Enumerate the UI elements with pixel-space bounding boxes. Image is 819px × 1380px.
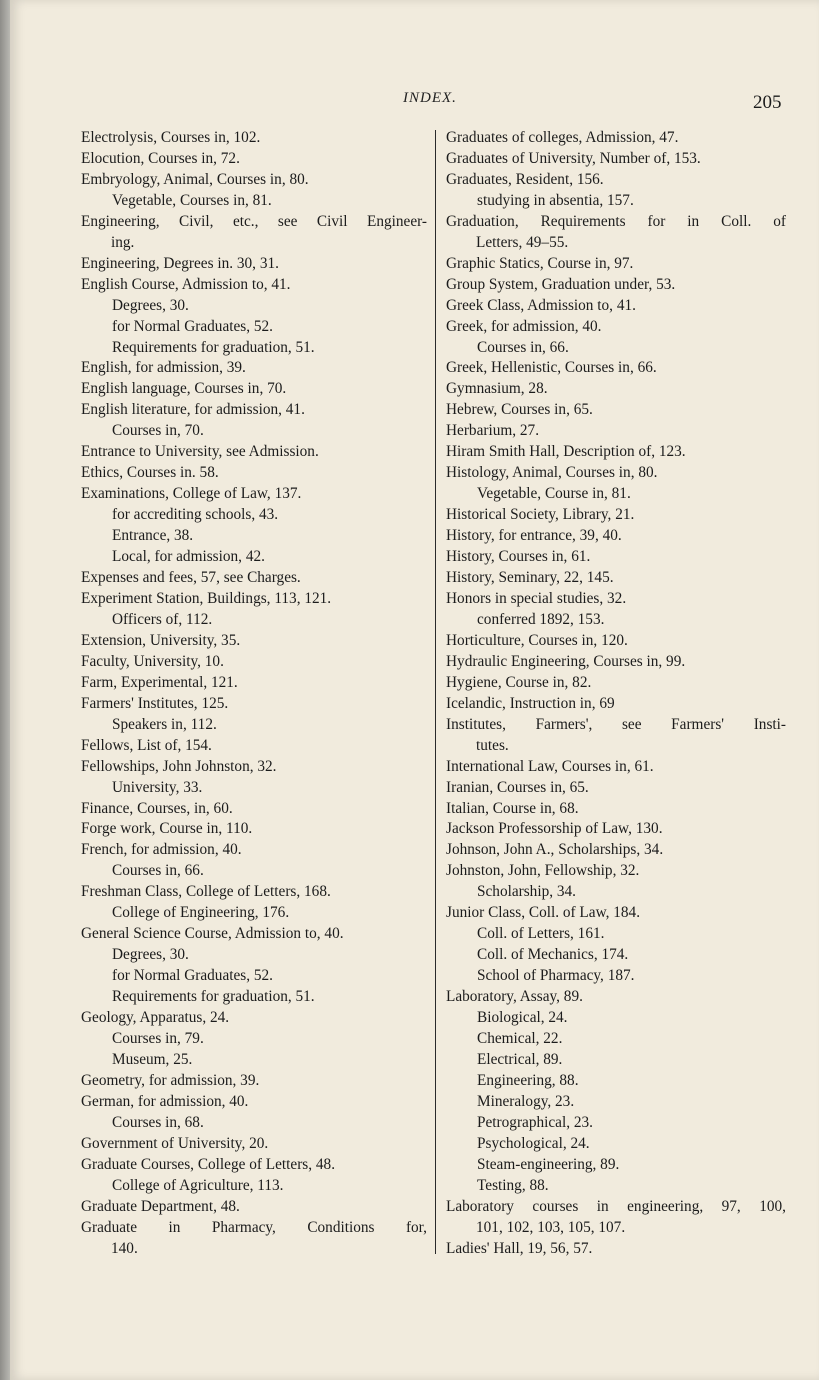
index-subentry: Museum, 25. — [112, 1050, 193, 1068]
index-entry: Graduate in Pharmacy, Conditions for, — [81, 1218, 427, 1236]
index-entry: Greek, for admission, 40. — [446, 317, 602, 335]
index-entry: Graduate Department, 48. — [81, 1197, 240, 1215]
index-column-right — [446, 128, 786, 1259]
index-entry: Historical Society, Library, 21. — [446, 506, 635, 524]
index-entry: Greek, Hellenistic, Courses in, 66. — [446, 359, 657, 377]
index-entry: History, for entrance, 39, 40. — [446, 527, 622, 545]
index-subentry: Courses in, 70. — [112, 422, 204, 440]
index-subentry: for Normal Graduates, 52. — [112, 967, 273, 985]
index-entry: Ladies' Hall, 19, 56, 57. — [446, 1239, 593, 1257]
index-entry: Hydraulic Engineering, Courses in, 99. — [446, 652, 686, 670]
index-entry: Forge work, Course in, 110. — [81, 820, 253, 838]
index-entry: Ethics, Courses in. 58. — [81, 464, 219, 482]
index-subentry: Vegetable, Course in, 81. — [477, 485, 631, 503]
index-entry: Icelandic, Instruction in, 69 — [446, 694, 615, 712]
index-entry: Graduates of colleges, Admission, 47. — [446, 129, 679, 146]
index-entry: German, for admission, 40. — [81, 1092, 249, 1110]
index-subentry: Degrees, 30. — [112, 946, 189, 964]
index-entry: Iranian, Courses in, 65. — [446, 778, 589, 796]
index-column-left — [81, 128, 427, 1259]
index-subentry: 140. — [111, 1239, 138, 1257]
index-subentry: Vegetable, Courses in, 81. — [112, 191, 272, 209]
index-entry: Histology, Animal, Courses in, 80. — [446, 464, 658, 482]
index-entry: Graduate Courses, College of Letters, 48. — [81, 1155, 336, 1173]
index-entry: Graduation, Requirements for in Coll. of — [446, 212, 786, 230]
index-subentry: Courses in, 68. — [112, 1113, 204, 1131]
index-entry: Engineering, Civil, etc., see Civil Engineer- — [81, 212, 427, 230]
index-entry: Farmers' Institutes, 125. — [81, 694, 229, 712]
index-subentry: Courses in, 66. — [477, 338, 569, 356]
index-subentry: for accrediting schools, 43. — [112, 506, 279, 524]
index-entry: Laboratory, Assay, 89. — [446, 988, 583, 1006]
index-entry: Italian, Course in, 68. — [446, 799, 579, 817]
index-entry: Jackson Professorship of Law, 130. — [446, 820, 663, 838]
index-entry: Fellows, List of, 154. — [81, 736, 212, 754]
running-header-title: INDEX. — [403, 90, 457, 106]
index-entry: Johnson, John A., Scholarships, 34. — [446, 841, 664, 859]
index-subentry: studying in absentia, 157. — [477, 191, 634, 209]
index-entry: Embryology, Animal, Courses in, 80. — [81, 170, 309, 188]
index-entry: Finance, Courses, in, 60. — [81, 799, 233, 817]
index-subentry: College of Agriculture, 113. — [112, 1176, 284, 1194]
index-entry: Experiment Station, Buildings, 113, 121. — [81, 589, 332, 607]
index-subentry: Psychological, 24. — [477, 1134, 590, 1152]
index-entry: Examinations, College of Law, 137. — [81, 485, 302, 503]
index-entry: Institutes, Farmers', see Farmers' Insti- — [446, 715, 786, 733]
column-divider — [435, 130, 436, 1254]
index-entry: Hygiene, Course in, 82. — [446, 673, 592, 691]
index-entry: Electrolysis, Courses in, 102. — [81, 129, 261, 146]
index-subentry: School of Pharmacy, 187. — [477, 967, 635, 985]
index-subentry: 101, 102, 103, 105, 107. — [476, 1218, 626, 1236]
page-number: 205 — [753, 92, 782, 113]
index-entry: Hebrew, Courses in, 65. — [446, 401, 593, 419]
index-entry: Herbarium, 27. — [446, 422, 540, 440]
book-spine-edge — [0, 0, 10, 1380]
index-subentry: College of Engineering, 176. — [112, 904, 290, 922]
index-subentry: Steam-engineering, 89. — [477, 1155, 620, 1173]
index-entry: Fellowships, John Johnston, 32. — [81, 757, 277, 775]
index-entry: Hiram Smith Hall, Description of, 123. — [446, 443, 686, 461]
index-subentry: Biological, 24. — [477, 1009, 568, 1027]
index-entry: English Course, Admission to, 41. — [81, 275, 291, 293]
index-subentry: Coll. of Mechanics, 174. — [477, 946, 629, 964]
index-subentry: University, 33. — [112, 778, 203, 796]
index-entry: Extension, University, 35. — [81, 631, 241, 649]
index-subentry: tutes. — [476, 736, 509, 754]
index-entry: Farm, Experimental, 121. — [81, 673, 238, 691]
index-entry: Johnston, John, Fellowship, 32. — [446, 862, 640, 880]
index-entry: Graduates, Resident, 156. — [446, 170, 604, 188]
index-subentry: Electrical, 89. — [477, 1050, 563, 1068]
index-entry: Laboratory courses in engineering, 97, 100, — [446, 1197, 786, 1215]
index-entry: Horticulture, Courses in, 120. — [446, 631, 628, 649]
index-subentry: Degrees, 30. — [112, 296, 189, 314]
index-entry: English, for admission, 39. — [81, 359, 246, 377]
index-entry: English literature, for admission, 41. — [81, 401, 305, 419]
index-subentry: Courses in, 79. — [112, 1029, 204, 1047]
index-subentry: Speakers in, 112. — [112, 715, 217, 733]
index-entry: Engineering, Degrees in. 30, 31. — [81, 254, 279, 272]
index-subentry: Courses in, 66. — [112, 862, 204, 880]
index-entry: French, for admission, 40. — [81, 841, 242, 859]
index-entry: Gymnasium, 28. — [446, 380, 548, 398]
index-subentry: Local, for admission, 42. — [112, 548, 265, 566]
index-entry: Graduates of University, Number of, 153. — [446, 149, 701, 167]
index-entry: Honors in special studies, 32. — [446, 589, 627, 607]
index-subentry: Scholarship, 34. — [477, 883, 576, 901]
index-entry: Freshman Class, College of Letters, 168. — [81, 883, 331, 901]
index-entry: Group System, Graduation under, 53. — [446, 275, 676, 293]
index-subentry: Officers of, 112. — [112, 610, 213, 628]
index-subentry: Requirements for graduation, 51. — [112, 338, 315, 356]
index-subentry: Petrographical, 23. — [477, 1113, 593, 1131]
index-subentry: Coll. of Letters, 161. — [477, 925, 605, 943]
index-subentry: Entrance, 38. — [112, 527, 194, 545]
index-entry: General Science Course, Admission to, 40. — [81, 925, 344, 943]
index-subentry: Testing, 88. — [477, 1176, 549, 1194]
index-subentry: Mineralogy, 23. — [477, 1092, 575, 1110]
index-entry: History, Seminary, 22, 145. — [446, 569, 614, 587]
index-subentry: ing. — [111, 233, 135, 251]
index-entry: Faculty, University, 10. — [81, 652, 224, 670]
index-entry: Geology, Apparatus, 24. — [81, 1009, 230, 1027]
index-entry: Entrance to University, see Admission. — [81, 443, 319, 461]
index-subentry: Engineering, 88. — [477, 1071, 579, 1089]
index-entry: Graphic Statics, Course in, 97. — [446, 254, 634, 272]
index-entry: Elocution, Courses in, 72. — [81, 149, 240, 167]
index-entry: Junior Class, Coll. of Law, 184. — [446, 904, 641, 922]
index-entry: Geometry, for admission, 39. — [81, 1071, 260, 1089]
index-entry: Government of University, 20. — [81, 1134, 269, 1152]
index-subentry: conferred 1892, 153. — [477, 610, 605, 628]
index-entry: History, Courses in, 61. — [446, 548, 591, 566]
index-subentry: for Normal Graduates, 52. — [112, 317, 273, 335]
book-page — [10, 0, 819, 1380]
index-subentry: Letters, 49–55. — [476, 233, 569, 251]
index-entry: International Law, Courses in, 61. — [446, 757, 654, 775]
index-subentry: Chemical, 22. — [477, 1029, 563, 1047]
index-subentry: Requirements for graduation, 51. — [112, 988, 315, 1006]
index-entry: English language, Courses in, 70. — [81, 380, 287, 398]
index-entry: Greek Class, Admission to, 41. — [446, 296, 636, 314]
index-entry: Expenses and fees, 57, see Charges. — [81, 569, 301, 587]
